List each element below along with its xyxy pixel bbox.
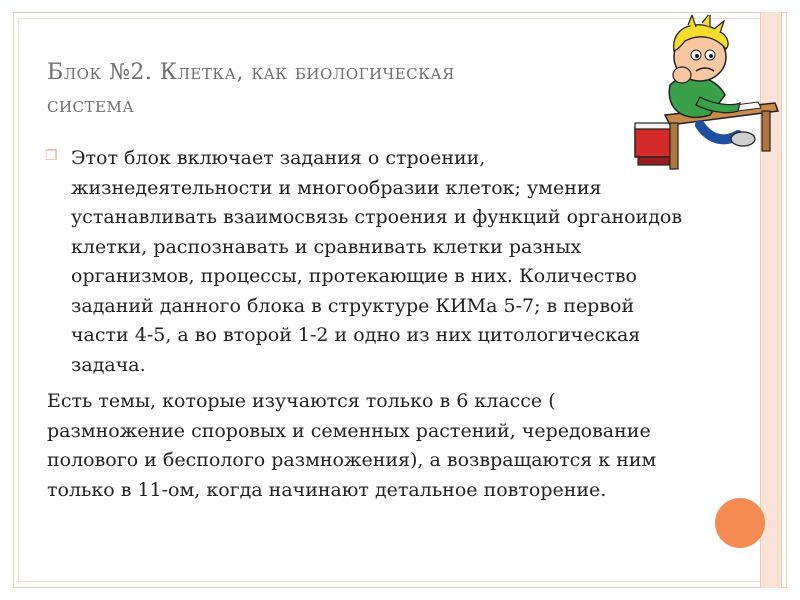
thinking-student-at-desk-icon: [630, 15, 780, 175]
slide-title-line-2: система: [47, 93, 135, 118]
body-paragraph: Есть темы, которые изучаются только в 6 классе ( размножение споровых и семенных растений, чередование полового и бесполого размножения), а возвращаются к ним только в 11-ом, когда начинают детальное повторение.: [47, 390, 657, 501]
bullet-text: Этот блок включает задания о строении, жизнедеятельности и многообразии клеток; умения устанавливать взаимосвязь строения и функций органоидов клетки, распознавать и сравнивать клетки разных организмов, процессы, протекающие в них. Количество заданий данного блока в структуре КИМа 5-7; в первой части 4-5, а во второй 1-2 и одно из них цитологическая задача.: [71, 147, 683, 376]
bullet-item: [45, 144, 685, 380]
slide-title-line-1: Блок №2. Клетка, как биологическая: [47, 60, 455, 85]
square-bullet-icon: ❒: [45, 148, 58, 164]
decorative-circle: [715, 498, 765, 548]
slide-title: [47, 56, 607, 122]
